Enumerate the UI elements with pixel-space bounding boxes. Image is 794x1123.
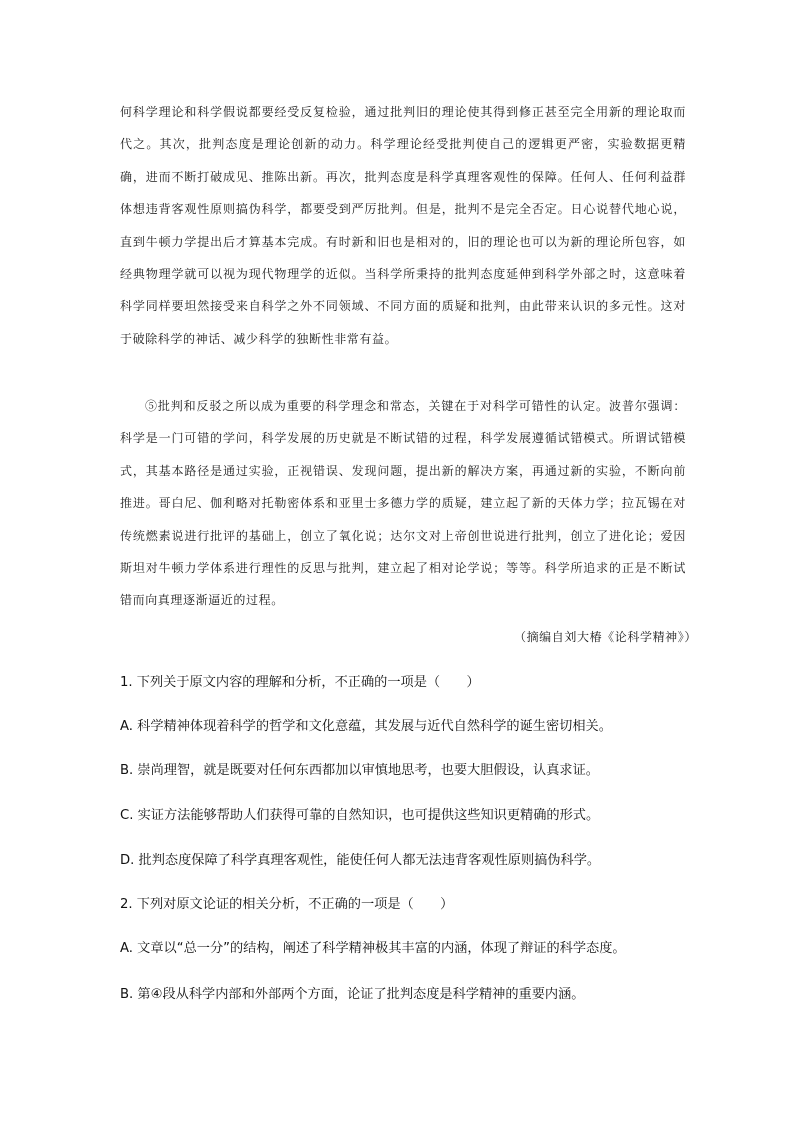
question-2-option-b: B. 第④段从科学内部和外部两个方面，论证了批判态度是科学精神的重要内涵。: [120, 987, 585, 1002]
question-1-option-b: B. 崇尚理智，就是既要对任何东西都加以审慎地思考，也要大胆假设，认真求证。: [120, 763, 599, 778]
question-1-option-c: C. 实证方法能够帮助人们获得可靠的自然知识，也可提供这些知识更精确的形式。: [120, 808, 600, 823]
passage-paragraph-4: 何科学理论和科学假说都要经受反复检验，通过批判旧的理论使其得到修正甚至完全用新的理论取而代之。其次，批判态度是理论创新的动力。科学理论经受批判使自己的逻辑更严密，实验数据更精确，进而不断打破成见、推陈出新。再次，批判态度是科学真理客观性的保障。任何人、任何利益群体想违背客观性原则搞伪科学，都要受到严厉批判。但是，批判不是完全否定。日心说替代地心说，直到牛顿力学提出后才算基本完成。有时新和旧也是相对的，旧的理论也可以为新的理论所包容，如经典物理学就可以视为现代物理学的近似。当科学所秉持的批判态度延伸到科学外部之时，这意味着科学同样要坦然接受来自科学之外不同领域、不同方面的质疑和批判，由此带来认识的多元性。这对于破除科学的神话、减少科学的独断性非常有益。: [120, 105, 686, 346]
question-2-stem: 2. 下列对原文论证的相关分析，不正确的一项是（ ）: [120, 897, 454, 912]
passage-source: （摘编自刘大椿《论科学精神》）: [513, 630, 697, 644]
question-1-option-a: A. 科学精神体现着科学的哲学和文化意蕴，其发展与近代自然科学的诞生密切相关。: [120, 719, 612, 734]
question-2-option-a: A. 文章以“总一分”的结构，阐述了科学精神极其丰富的内涵，体现了辩证的科学态度。: [120, 941, 626, 956]
question-1-stem: 1. 下列关于原文内容的理解和分析，不正确的一项是（ ）: [120, 675, 480, 690]
question-1-option-d: D. 批判态度保障了科学真理客观性，能使任何人都无法违背客观性原则搞伪科学。: [120, 853, 601, 868]
passage-paragraph-5: ⑤批判和反驳之所以成为重要的科学理念和常态，关键在于对科学可错性的认定。波普尔强调：科学是一门可错的学问，科学发展的历史就是不断试错的过程，科学发展遵循试错模式。所谓试错模式，其基本路径是通过实验，正视错误、发现问题，提出新的解决方案，再通过新的实验，不断向前推进。哥白尼、伽利略对托勒密体系和亚里士多德力学的质疑，建立起了新的天体力学；拉瓦锡在对传统燃素说进行批评的基础上，创立了氧化说；达尔文对上帝创世说进行批判，创立了进化论；爱因斯坦对牛顿力学体系进行理性的反思与批判，建立起了相对论学说；等等。科学所追求的正是不断试错而向真理逐渐逼近的过程。: [120, 399, 686, 608]
